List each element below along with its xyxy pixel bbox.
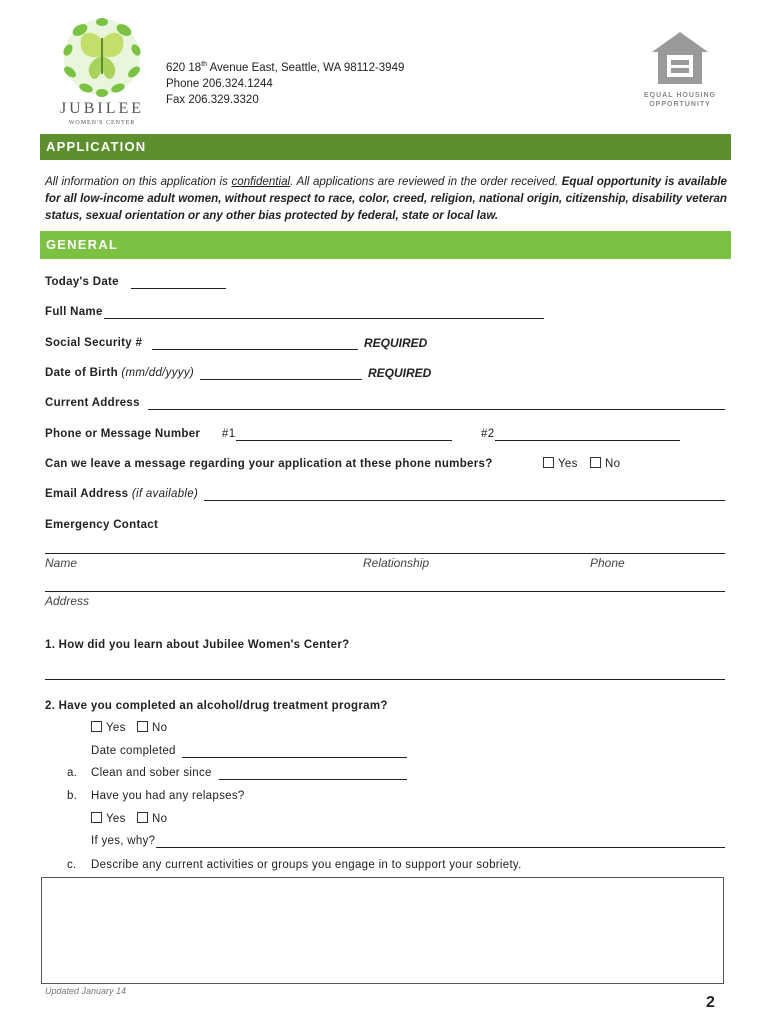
checkbox-icon[interactable]: [137, 812, 148, 823]
relapses-no[interactable]: No: [137, 812, 167, 825]
street-address: 620 18th Avenue East, Seattle, WA 98112-3949: [166, 61, 405, 74]
if-yes-why-label: If yes, why?: [91, 835, 156, 847]
phone-1-marker: #1: [222, 428, 236, 440]
eho-line-1: EQUAL HOUSING: [644, 92, 716, 99]
question-1-answer-line[interactable]: [45, 679, 725, 680]
ec-phone-caption: Phone: [590, 556, 625, 570]
ec-address-line[interactable]: [45, 591, 725, 592]
phone-number: Phone 206.324.1244: [166, 77, 273, 90]
relapses-question: Have you had any relapses?: [91, 790, 245, 802]
current-address-label: Current Address: [45, 397, 140, 409]
full-name-label: Full Name: [45, 306, 103, 318]
updated-note: Updated January 14: [45, 986, 127, 996]
clean-sober-label: Clean and sober since: [91, 767, 212, 779]
intro-paragraph: All information on this application is confidential. All applications are reviewed in the order received. Equal opportunity is available for all low-income adult women, without respect to race, color, creed, religion, national origin, citizenship, disability veteran status, sexual orientation or any other bias protected by federal, state or local law.: [45, 175, 727, 222]
checkbox-icon[interactable]: [543, 457, 554, 468]
ec-address-caption: Address: [45, 594, 90, 608]
dob-label: Date of Birth (mm/dd/yyyy): [45, 367, 195, 379]
general-section-header: GENERAL: [40, 231, 731, 259]
ssn-label: Social Security #: [45, 337, 143, 349]
question-1: 1. How did you learn about Jubilee Women's Center?: [45, 639, 350, 651]
phone-2-marker: #2: [481, 428, 495, 440]
q2-no[interactable]: No: [137, 721, 167, 734]
clean-sober-field[interactable]: [219, 779, 407, 780]
relapses-yes[interactable]: Yes: [91, 812, 126, 825]
phone-1-field[interactable]: [236, 440, 452, 441]
emergency-contact-label: Emergency Contact: [45, 519, 159, 531]
ssn-field[interactable]: [152, 349, 358, 350]
q2a-marker: a.: [67, 767, 78, 779]
full-name-field[interactable]: [104, 318, 544, 319]
email-note: (if available): [131, 488, 199, 500]
email-label: Email Address (if available): [45, 488, 199, 500]
ssn-required: REQUIRED: [364, 336, 428, 350]
organization-address: [166, 57, 404, 108]
sobriety-activities-question: Describe any current activities or groups you engage in to support your sobriety.: [91, 859, 522, 871]
application-section-header: APPLICATION: [40, 134, 731, 160]
question-2: 2. Have you completed an alcohol/drug treatment program?: [45, 700, 388, 712]
eho-line-2: OPPORTUNITY: [649, 101, 711, 108]
confidential-text: confidential: [231, 175, 291, 188]
dob-format: (mm/dd/yyyy): [121, 367, 195, 379]
q2b-marker: b.: [67, 790, 78, 802]
phone-label: Phone or Message Number: [45, 428, 201, 440]
current-address-field[interactable]: [148, 409, 725, 410]
logo-wordmark: JUBILEE: [59, 100, 145, 117]
checkbox-icon[interactable]: [91, 812, 102, 823]
ec-relationship-caption: Relationship: [363, 556, 430, 570]
butterfly-logo-icon: [60, 16, 144, 98]
phone-2-field[interactable]: [495, 440, 680, 441]
jubilee-logo: [52, 16, 152, 126]
checkbox-icon[interactable]: [91, 721, 102, 732]
equal-opportunity-statement: Equal opportunity is available for all low-income adult women, without respect to race, color, creed, religion, national origin, citizenship, disability veteran status, sexual orientation or any other bias protected by federal, state or local law.: [45, 175, 727, 222]
equal-housing-logo: [640, 30, 720, 109]
fax-number: Fax 206.329.3320: [166, 93, 259, 106]
logo-subtitle: WOMEN'S CENTER: [68, 120, 136, 126]
emergency-contact-line[interactable]: [45, 553, 725, 554]
sobriety-activities-textbox[interactable]: [41, 877, 724, 984]
house-icon: [650, 30, 710, 86]
if-yes-why-field[interactable]: [156, 847, 725, 848]
page-number: 2: [706, 994, 715, 1011]
todays-date-label: Today's Date: [45, 276, 119, 288]
dob-required: REQUIRED: [368, 366, 432, 380]
date-completed-label: Date completed: [91, 745, 176, 757]
date-completed-field[interactable]: [182, 757, 407, 758]
email-field[interactable]: [204, 500, 725, 501]
leave-message-yes[interactable]: Yes: [543, 457, 578, 470]
ec-name-caption: Name: [45, 556, 78, 570]
q2-yes[interactable]: Yes: [91, 721, 126, 734]
q2c-marker: c.: [67, 859, 77, 871]
dob-field[interactable]: [200, 379, 362, 380]
checkbox-icon[interactable]: [590, 457, 601, 468]
leave-message-question: Can we leave a message regarding your application at these phone numbers?: [45, 458, 493, 470]
todays-date-field[interactable]: [131, 288, 226, 289]
leave-message-no[interactable]: No: [590, 457, 620, 470]
checkbox-icon[interactable]: [137, 721, 148, 732]
